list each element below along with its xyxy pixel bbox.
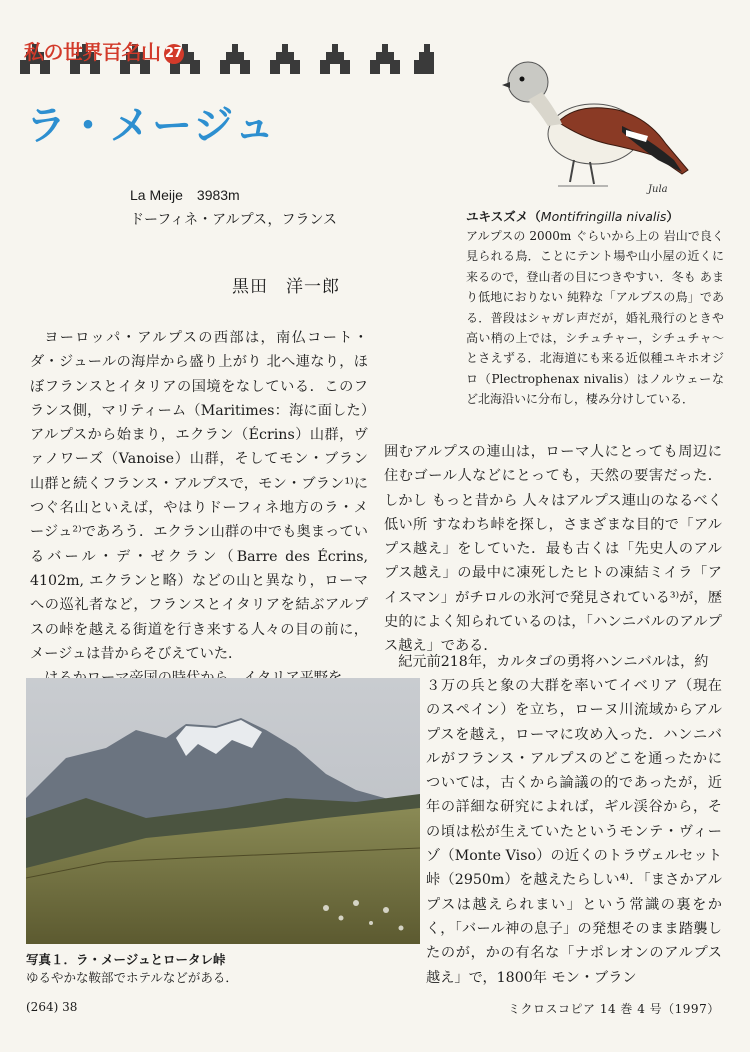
series-number-badge: 27 (164, 44, 184, 64)
mountain-photo (26, 678, 420, 944)
series-title (24, 36, 184, 65)
left-column-text (30, 326, 368, 690)
article-title: ラ・メージュ (26, 103, 277, 149)
photo-subcaption: ゆるやかな鞍部でホテルなどがある． (26, 970, 238, 985)
bird-name-jp: ユキスズメ (466, 209, 529, 224)
photo-caption: 写真１．ラ・メージュとロータレ峠 (26, 952, 226, 967)
paragraph: ヨーロッパ・アルプスの西部は，南仏コート・ダ・ジュールの海岸から盛り上がり 北へ連なり，ほぼフランスとイタリアの国境をなしている．このフランス側，マリティーム（Maritimes：海に面した）アルプスから始まり，エクラン（Écrins）山群，ヴァノワーズ（Vanoise）山群，そしてモン・ブラン山群と続くフランス・アルプスで，モン・ブラン¹⁾につぐ名山といえば，やはりドーフィネ地方のラ・メージュ²⁾であろう．エクラン山群の中でも奥まっているバール・デ・ゼクラン（Barre des Écrins, 4102m, エクランと略）などの山と異なり，ローマへの巡礼者など，フランスとイタリアを結ぶアルプスの峠を越える街道を行き来する人々の目の前に，メージュは昔からそびえていた． (30, 330, 368, 662)
mountain-location: ドーフィネ・アルプス，フランス (130, 212, 338, 228)
bird-caption-text: アルプスの 2000m ぐらいから上の 岩山で良く見られる鳥．ことにテント場や山小屋の近くに来るので，登山者の目につきやすい．冬も あまり低地におりない 純粋な「アルプスの鳥」である．普段はシャガレ声だが，婚礼飛行のときや 高い梢の上では，シチュチャー，シチュチャ～とさえずる．北海道にも来る近似種ユキホオジロ（Plectrophenax nivalis）はノルウェーなど北海沿いに分布し，棲み分けしている． (466, 229, 724, 407)
paragraph: ３万の兵と象の大群を率いてイベリア（現在のスペイン）を立ち，ローヌ川流域からアルプスを越え，ローマに攻め入った．ハンニバルがフランス・アルプスのどこを通ったかについては，古くから論議の的であったが，近年の詳細な研究によれば，ギル渓谷から，その頃は松が生えていたというモンテ・ヴィーゾ（Monte Viso）の近くのトラヴェルセット峠（2950m）を越えたらしい⁴⁾．「まさかアルプスは越えられまい」という常識の裏をかく，「バール神の息子」の発想そのまま踏襲したのが，かの有名な「ナポレオンのアルプス越え」で，1800年 モン・ブラン (426, 678, 722, 986)
paragraph: 紀元前218年，カルタゴの勇将ハンニバルは，約 (398, 654, 709, 670)
mountain-name: La Meije 3983m (130, 187, 240, 203)
bird-name-latin: Montifringilla nivalis (540, 209, 667, 224)
page-number: (264) 38 (26, 1000, 78, 1014)
right-column-text-2 (384, 650, 722, 674)
paragraph: 囲むアルプスの連山は，ローマ人にとっても周辺に住むゴール人などにとっても，天然の要害だった．しかし もっと昔から 人々はアルプス連山のなるべく低い所 すなわち峠を探し，さまざまな目的で「アルプス越え」をしていた．最も古くは「先史人のアルプス越え」の最中に凍死したヒトの凍結ミイラ「アイスマン」がチロルの氷河で発見されている³⁾が，歴史的によく知られているのは，「ハンニバルのアルプス越え」である． (384, 444, 722, 655)
artist-signature: Jula (648, 184, 668, 195)
mountain-glyph-icon (414, 44, 434, 74)
right-column-text (384, 440, 722, 659)
bird-caption-title: ユキスズメ（Montifringilla nivalis） (466, 209, 679, 224)
right-column-text-3 (426, 674, 722, 990)
journal-citation: ミクロスコピア 14 巻 4 号（1997） (508, 1002, 720, 1016)
bird-illustration (498, 52, 698, 202)
author-name: 黒田 洋一郎 (232, 277, 340, 297)
series-label: 私の世界百名山 (24, 40, 161, 64)
